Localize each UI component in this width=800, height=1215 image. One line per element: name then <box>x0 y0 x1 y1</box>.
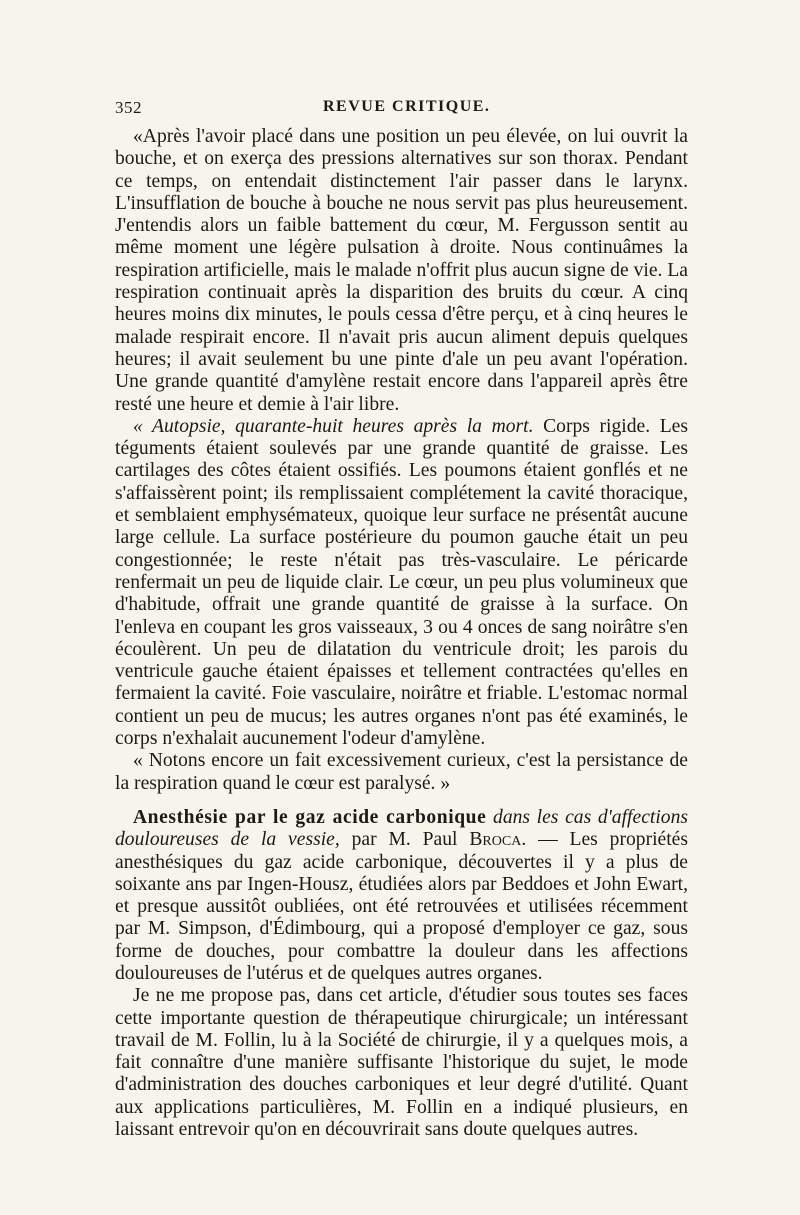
paragraph-1 <box>115 126 688 416</box>
autopsy-lead: « Autopsie, quarante-huit heures après la mort. <box>133 415 534 437</box>
page-number: 352 <box>115 98 142 117</box>
section-heading: Anesthésie par le gaz acide carbonique <box>133 806 487 828</box>
page-header <box>115 98 690 122</box>
paragraph-3 <box>115 750 688 795</box>
paragraph-4-text: . — Les propriétés anesthésiques du gaz acide carbonique, découvertes il y a plus de soixante ans par Ingen-Housz, étudiées alors par Beddoes et John Ewart, et presque aussitôt oubliées, ont été retrouvées et utilisées récemment par M. Simpson, d'Édimbourg, qui a proposé d'employer ce gaz, sous forme de douches, pour combattre la douleur dans les affections douloureuses de l'utérus et de quelques autres organes. <box>115 829 688 984</box>
paragraph-2-text: Corps rigide. Les téguments étaient soulevés par une grande quantité de graisse. Les cartilages des côtes étaient ossifiés. Les poumons étaient gonflés et ne s'affaissèrent point; ils remplissaient complétement la cavité thoracique, et semblaient emphysémateux, quoique leur surface ne présentât aucune large cellule. La surface postérieure du poumon gauche était un peu congestionnée; le reste n'était pas très-vasculaire. Le péricarde renfermait un peu de liquide clair. Le cœur, un peu plus volumineux que d'habitude, offrait une grande quantité de graisse à la surface. On l'enleva en coupant les gros vaisseaux, 3 ou 4 onces de sang noirâtre s'en écoulèrent. Un peu de dilatation du ventricule droit; les parois du ventricule gauche étaient épaisses et tellement contractées qu'elles en fermaient la cavité. Foie vasculaire, noirâtre et friable. L'estomac normal contient un peu de mucus; les autres organes n'ont pas été examinés, le corps n'exhalait aucunement l'odeur d'amylène. <box>115 415 688 750</box>
author-prefix: par M. Paul <box>339 829 470 851</box>
paragraph-5 <box>115 985 688 1141</box>
paragraph-2 <box>115 416 688 750</box>
paragraph-4 <box>115 807 688 985</box>
body-text <box>115 126 688 1141</box>
paragraph-1-text: «Après l'avoir placé dans une position un peu élevée, on lui ouvrit la bouche, et on exerça des pressions alternatives sur son thorax. Pendant ce temps, on entendait distinctement l'air passer dans le larynx. L'insufflation de bouche à bouche ne nous servit pas plus heureusement. J'entendis alors un faible battement du cœur, M. Fergusson sentit au même moment une légère pulsation à droite. Nous continuâmes la respiration artificielle, mais le malade n'offrit plus aucun signe de vie. La respiration continuait après la disparition des bruits du cœur. A cinq heures moins dix minutes, le pouls cessa d'être perçu, et à cinq heures le malade respirait encore. Il n'avait pris aucun aliment depuis quelques heures; il avait seulement bu une pinte d'ale un peu avant l'opération. Une grande quantité d'amylène restait encore dans l'appareil après être resté une heure et demie à l'air libre. <box>115 126 688 415</box>
running-title: REVUE CRITIQUE. <box>323 98 491 115</box>
author-name: Broca <box>469 829 522 851</box>
paragraph-5-text: Je ne me propose pas, dans cet article, d'étudier sous toutes ses faces cette importante question de thérapeutique chirurgicale; un intéressant travail de M. Follin, lu à la Société de chirurgie, il y a quelques mois, a fait connaître d'une manière suffisante l'historique du sujet, le mode d'administration des douches carboniques et leur degré d'utilité. Quant aux applications particulières, M. Follin en a indiqué plusieurs, en laissant entrevoir qu'on en découvrirait sans doute quelques autres. <box>115 985 688 1141</box>
paragraph-3-text: « Notons encore un fait excessivement curieux, c'est la persistance de la respiration quand le cœur est paralysé. » <box>115 750 688 794</box>
section-heading-italic: dans les cas d'affections douloureuses de la vessie, <box>115 806 688 851</box>
